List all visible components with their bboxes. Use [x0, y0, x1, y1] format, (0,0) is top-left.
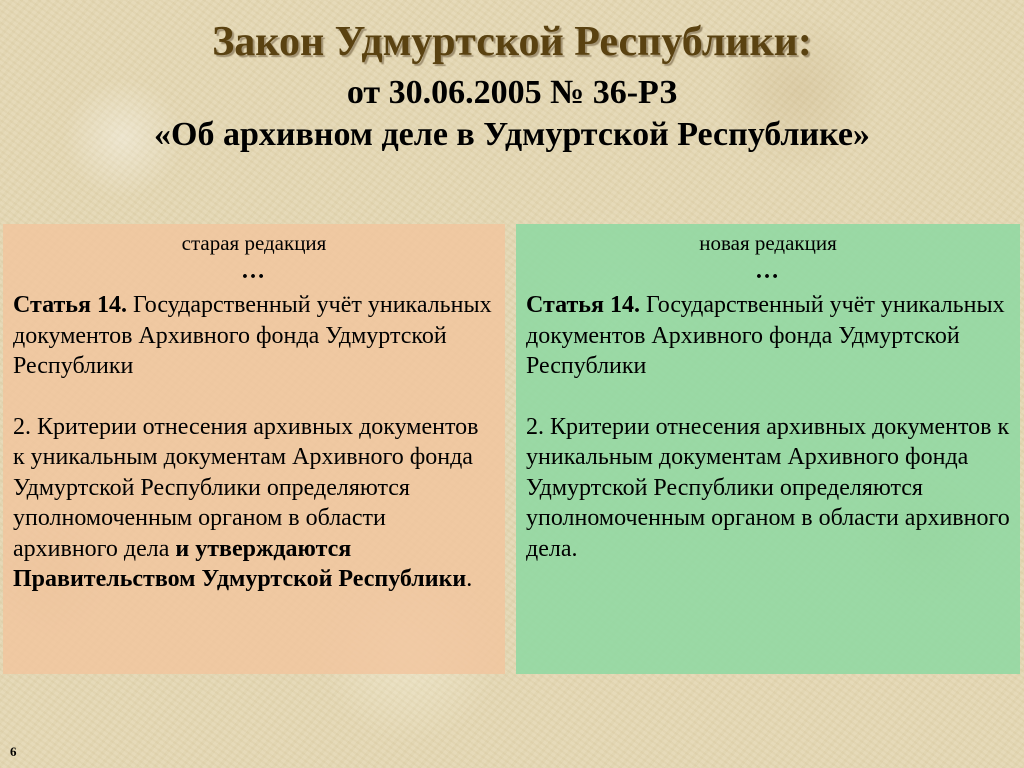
- new-edition-panel: [516, 224, 1020, 674]
- old-paragraph-end: .: [466, 566, 473, 592]
- new-article-14: [526, 290, 1010, 382]
- new-article-label: Статья 14.: [526, 292, 640, 318]
- old-edition-ellipsis: …: [241, 258, 267, 284]
- old-article-14: [13, 290, 495, 382]
- old-paragraph-text: 2. Критерии отнесения архивных документов к уникальным документам Архивного фонда Удмуртской Республики определяются уполномоченным органом в области архивного дела: [13, 413, 479, 562]
- new-article-title: Государственный учёт уникальных документов Архивного фонда Удмуртской Республики: [526, 292, 1005, 379]
- old-paragraph-bold-text: и утверждаются Правительством Удмуртской Республики: [13, 535, 467, 592]
- slide-header: [0, 12, 1024, 156]
- law-number: от 30.06.2005 № 36-РЗ: [346, 74, 678, 111]
- old-article-title: Государственный учёт уникальных документов Архивного фонда Удмуртской Республики: [13, 292, 492, 379]
- old-edition-heading: старая редакция: [181, 231, 327, 255]
- slide-title: Закон Удмуртской Республики:: [212, 19, 812, 65]
- old-edition-panel: [3, 224, 505, 674]
- law-name: «Об архивном деле в Удмуртской Республике»: [154, 116, 870, 153]
- new-edition-heading: новая редакция: [699, 231, 837, 255]
- page-number: 6: [10, 744, 17, 759]
- new-edition-ellipsis: …: [755, 258, 781, 284]
- old-article-label: Статья 14.: [13, 292, 127, 318]
- old-paragraph-2: [13, 412, 495, 595]
- new-paragraph-2: [526, 412, 1010, 565]
- new-paragraph-text: 2. Критерии отнесения архивных документов к уникальным документам Архивного фонда Удмуртской Республики определяются уполномоченным органом в области архивного дела.: [526, 413, 1010, 562]
